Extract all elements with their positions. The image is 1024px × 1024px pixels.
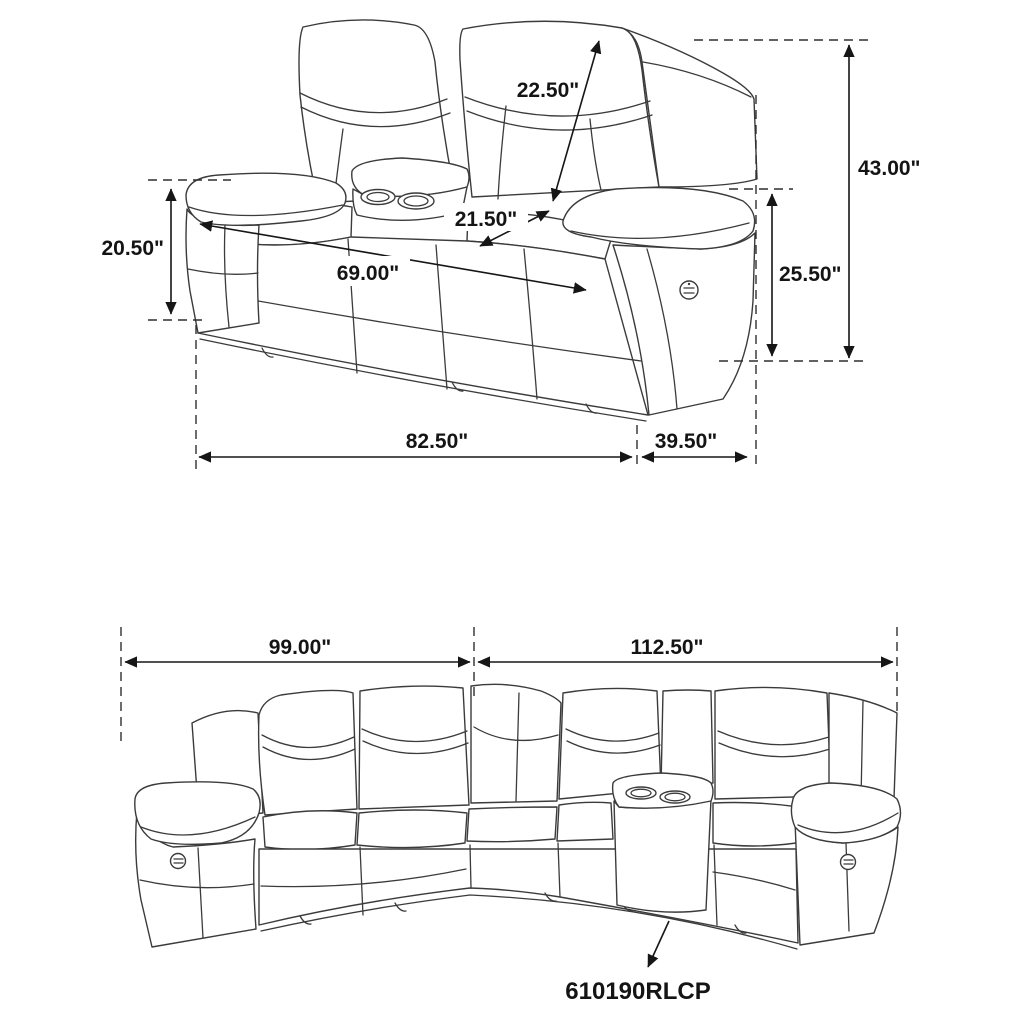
product-code-label: 610190RLCP <box>565 978 711 1005</box>
console <box>613 773 713 912</box>
dimension-right-section-width <box>478 636 893 662</box>
overall-width-label: 82.50" <box>405 430 469 453</box>
dimension-arm-height <box>101 189 171 314</box>
left-section-width-label: 99.00" <box>268 636 332 659</box>
sectional-line-drawing <box>135 684 901 949</box>
dimension-overall-width <box>199 430 632 457</box>
seat-depth-label: 21.50" <box>454 208 518 231</box>
product-code-callout <box>565 921 710 1005</box>
dimension-left-section-width <box>125 636 470 662</box>
back-cushion-height-label: 22.50" <box>516 79 580 102</box>
arm-height-label: 20.50" <box>101 237 164 260</box>
overall-depth-label: 39.50" <box>654 430 718 453</box>
dimension-overall-height <box>849 45 921 358</box>
power-button-icon <box>841 855 856 870</box>
overall-height-label: 43.00" <box>858 157 921 180</box>
right-section-width-label: 112.50" <box>630 636 704 659</box>
inner-seat-width-label: 69.00" <box>336 262 400 285</box>
dimension-arm-top-height <box>772 194 842 356</box>
power-button-icon <box>171 854 186 869</box>
arm-top-height-label: 25.50" <box>779 263 842 286</box>
power-button-icon <box>680 281 698 299</box>
dimension-overall-depth <box>642 430 747 457</box>
